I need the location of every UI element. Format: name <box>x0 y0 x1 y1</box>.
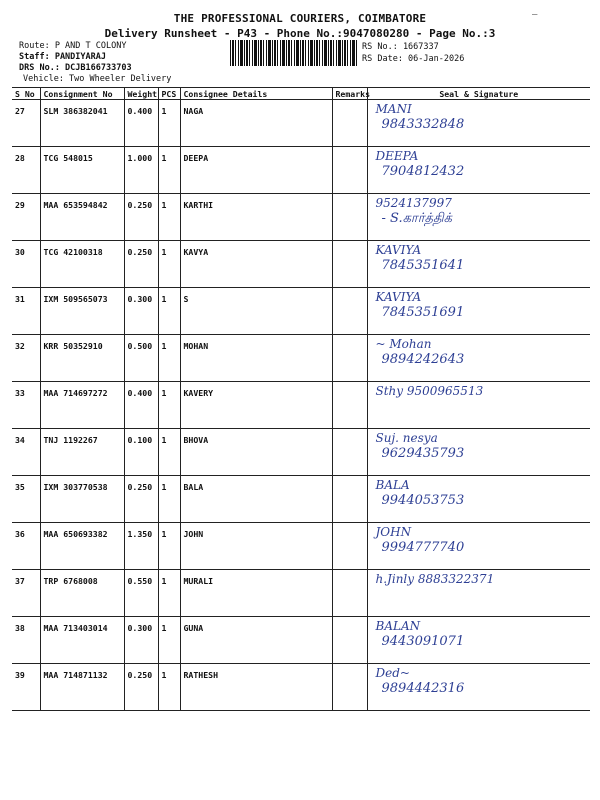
row-pcs: 1 <box>158 100 180 147</box>
col-consignment: Consignment No <box>40 88 124 100</box>
row-weight: 0.400 <box>124 100 158 147</box>
row-sno: 32 <box>12 335 40 382</box>
handwritten-signature: MANI 9843332848 <box>375 102 465 132</box>
col-weight: Weight <box>124 88 158 100</box>
row-signature <box>367 382 590 429</box>
row-consignee: NAGA <box>180 100 332 147</box>
row-weight: 0.100 <box>124 429 158 476</box>
table-header-row <box>12 88 590 100</box>
row-sno: 36 <box>12 523 40 570</box>
row-signature <box>367 288 590 335</box>
runsheet-subtitle: Delivery Runsheet - P43 - Phone No.:9047080280 - Page No.:3 <box>104 27 496 40</box>
row-sno: 39 <box>12 664 40 711</box>
scan-mark: – <box>532 10 538 20</box>
row-pcs: 1 <box>158 382 180 429</box>
rs-date: RS Date: 06-Jan-2026 <box>362 54 465 64</box>
handwritten-signature: DEEPA 7904812432 <box>375 149 465 179</box>
table-row <box>12 382 590 429</box>
row-signature <box>367 617 590 664</box>
row-consignee: BHOVA <box>180 429 332 476</box>
route-label: Route: P AND T COLONY <box>19 41 127 51</box>
table-row <box>12 429 590 476</box>
col-signature: Seal & Signature <box>367 88 590 100</box>
row-remarks <box>332 335 367 382</box>
row-pcs: 1 <box>158 241 180 288</box>
row-remarks <box>332 476 367 523</box>
row-remarks <box>332 664 367 711</box>
row-sno: 28 <box>12 147 40 194</box>
drs-label: DRS No.: DCJB166733703 <box>19 63 132 73</box>
row-weight: 1.350 <box>124 523 158 570</box>
row-weight: 1.000 <box>124 147 158 194</box>
handwritten-signature: Ded~ 9894442316 <box>375 666 465 696</box>
row-consignment: KRR 50352910 <box>40 335 124 382</box>
row-consignee: MURALI <box>180 570 332 617</box>
row-consignment: MAA 713403014 <box>40 617 124 664</box>
row-remarks <box>332 147 367 194</box>
row-sno: 38 <box>12 617 40 664</box>
row-consignment: TCG 548015 <box>40 147 124 194</box>
row-weight: 0.400 <box>124 382 158 429</box>
runsheet-table <box>12 88 590 711</box>
row-signature <box>367 194 590 241</box>
row-consignee: GUNA <box>180 617 332 664</box>
row-weight: 0.500 <box>124 335 158 382</box>
handwritten-signature: JOHN 9994777740 <box>375 525 465 555</box>
row-sno: 27 <box>12 100 40 147</box>
handwritten-signature: Sthy 9500965513 <box>375 384 484 398</box>
row-signature <box>367 147 590 194</box>
col-sno: S No <box>12 88 40 100</box>
table-row <box>12 617 590 664</box>
table-row <box>12 335 590 382</box>
row-consignment: TCG 42100318 <box>40 241 124 288</box>
row-consignee: RATHESH <box>180 664 332 711</box>
handwritten-signature: 9524137997 - S.கார்த்திக் <box>375 196 452 226</box>
handwritten-signature: KAVIYA 7845351641 <box>375 243 465 273</box>
barcode <box>230 40 358 66</box>
row-consignment: SLM 386382041 <box>40 100 124 147</box>
table-row <box>12 100 590 147</box>
row-pcs: 1 <box>158 194 180 241</box>
table-row <box>12 147 590 194</box>
row-signature <box>367 429 590 476</box>
row-pcs: 1 <box>158 617 180 664</box>
row-sno: 31 <box>12 288 40 335</box>
row-consignee: KAVERY <box>180 382 332 429</box>
row-signature <box>367 335 590 382</box>
row-consignee: BALA <box>180 476 332 523</box>
row-weight: 0.300 <box>124 617 158 664</box>
handwritten-signature: Suj. nesya 9629435793 <box>375 431 465 461</box>
row-consignment: MAA 714697272 <box>40 382 124 429</box>
row-sno: 35 <box>12 476 40 523</box>
company-title: THE PROFESSIONAL COURIERS, COIMBATORE <box>173 12 427 25</box>
row-consignment: TNJ 1192267 <box>40 429 124 476</box>
row-pcs: 1 <box>158 570 180 617</box>
row-remarks <box>332 617 367 664</box>
col-consignee: Consignee Details <box>180 88 332 100</box>
col-pcs: PCS <box>158 88 180 100</box>
row-sno: 30 <box>12 241 40 288</box>
table-row <box>12 194 590 241</box>
row-remarks <box>332 382 367 429</box>
row-signature <box>367 476 590 523</box>
row-consignee: S <box>180 288 332 335</box>
row-remarks <box>332 194 367 241</box>
row-consignee: KAVYA <box>180 241 332 288</box>
row-consignment: IXM 509565073 <box>40 288 124 335</box>
row-consignee: JOHN <box>180 523 332 570</box>
table-row <box>12 288 590 335</box>
row-sno: 33 <box>12 382 40 429</box>
row-pcs: 1 <box>158 664 180 711</box>
table-row <box>12 241 590 288</box>
row-consignment: MAA 653594842 <box>40 194 124 241</box>
table-row <box>12 476 590 523</box>
row-remarks <box>332 429 367 476</box>
row-signature <box>367 241 590 288</box>
staff-label: Staff: PANDIYARAJ <box>19 52 106 62</box>
handwritten-signature: h.Jinly 8883322371 <box>375 572 495 586</box>
row-remarks <box>332 523 367 570</box>
row-weight: 0.250 <box>124 241 158 288</box>
row-consignment: MAA 714871132 <box>40 664 124 711</box>
table-row <box>12 570 590 617</box>
table-row <box>12 523 590 570</box>
row-sno: 29 <box>12 194 40 241</box>
row-signature <box>367 570 590 617</box>
row-pcs: 1 <box>158 429 180 476</box>
row-weight: 0.250 <box>124 194 158 241</box>
row-weight: 0.250 <box>124 476 158 523</box>
row-pcs: 1 <box>158 523 180 570</box>
col-remarks: Remarks <box>332 88 367 100</box>
row-signature <box>367 523 590 570</box>
row-weight: 0.250 <box>124 664 158 711</box>
row-remarks <box>332 241 367 288</box>
row-weight: 0.300 <box>124 288 158 335</box>
row-remarks <box>332 288 367 335</box>
row-weight: 0.550 <box>124 570 158 617</box>
row-pcs: 1 <box>158 476 180 523</box>
row-signature <box>367 100 590 147</box>
row-pcs: 1 <box>158 288 180 335</box>
row-signature <box>367 664 590 711</box>
handwritten-signature: BALAN 9443091071 <box>375 619 465 649</box>
row-consignee: DEEPA <box>180 147 332 194</box>
rs-number: RS No.: 1667337 <box>362 42 439 52</box>
row-sno: 34 <box>12 429 40 476</box>
table-row <box>12 664 590 711</box>
vehicle-label: Vehicle: Two Wheeler Delivery <box>23 74 172 84</box>
handwritten-signature: ~ Mohan 9894242643 <box>375 337 465 367</box>
row-consignment: IXM 303770538 <box>40 476 124 523</box>
row-consignee: KARTHI <box>180 194 332 241</box>
row-pcs: 1 <box>158 147 180 194</box>
row-consignee: MOHAN <box>180 335 332 382</box>
row-consignment: MAA 650693382 <box>40 523 124 570</box>
handwritten-signature: BALA 9944053753 <box>375 478 465 508</box>
row-sno: 37 <box>12 570 40 617</box>
row-pcs: 1 <box>158 335 180 382</box>
row-consignment: TRP 6768008 <box>40 570 124 617</box>
handwritten-signature: KAVIYA 7845351691 <box>375 290 465 320</box>
row-remarks <box>332 100 367 147</box>
row-remarks <box>332 570 367 617</box>
